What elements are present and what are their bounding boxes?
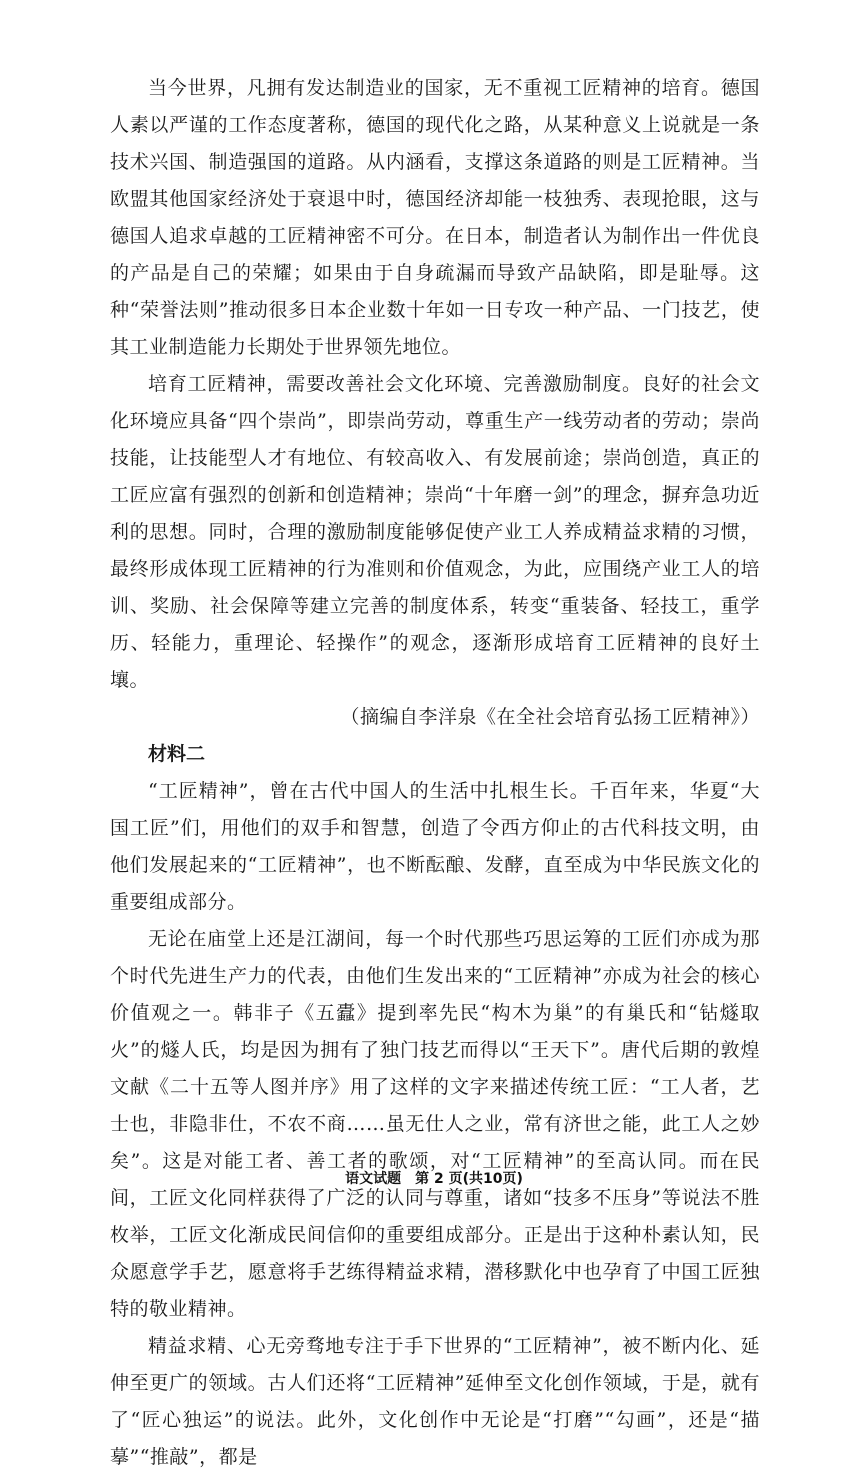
paragraph-3: “工匠精神”，曾在古代中国人的生活中扎根生长。千百年来，华夏“大国工匠”们，用他们的双手和智慧，创造了令西方仰止的古代科技文明，由他们发展起来的“工匠精神”，也不断酝酿、发酵，直至成为中华民族文化的重要组成部分。 — [110, 780, 760, 913]
source-citation: （摘编自李洋泉《在全社会培育弘扬工匠精神》） — [340, 706, 760, 728]
section-heading-material-2: 材料二 — [148, 743, 206, 765]
page-footer: 语文试题 第 2 页(共10页) — [345, 1171, 523, 1187]
paragraph-5: 精益求精、心无旁骛地专注于手下世界的“工匠精神”，被不断内化、延伸至更广的领域。古人们还将“工匠精神”延伸至文化创作领域，于是，就有了“匠心独运”的说法。此外，文化创作中无论是“打磨”“勾画”，还是“描摹”“推敲”，都是 — [110, 1335, 760, 1468]
paragraph-2: 培育工匠精神，需要改善社会文化环境、完善激励制度。良好的社会文化环境应具备“四个崇尚”，即崇尚劳动，尊重生产一线劳动者的劳动；崇尚技能，让技能型人才有地位、有较高收入、有发展前途；崇尚创造，真正的工匠应富有强烈的创新和创造精神；崇尚“十年磨一剑”的理念，摒弃急功近利的思想。同时，合理的激励制度能够促使产业工人养成精益求精的习惯，最终形成体现工匠精神的行为准则和价值观念，为此，应围绕产业工人的培训、奖励、社会保障等建立完善的制度体系，转变“重装备、轻技工，重学历、轻能力，重理论、轻操作”的观念，逐渐形成培育工匠精神的良好土壤。 — [110, 373, 760, 691]
document-body — [110, 70, 760, 1476]
paragraph-1: 当今世界，凡拥有发达制造业的国家，无不重视工匠精神的培育。德国人素以严谨的工作态度著称，德国的现代化之路，从某种意义上说就是一条技术兴国、制造强国的道路。从内涵看，支撑这条道路的则是工匠精神。当欧盟其他国家经济处于衰退中时，德国经济却能一枝独秀、表现抢眼，这与德国人追求卓越的工匠精神密不可分。在日本，制造者认为制作出一件优良的产品是自己的荣耀；如果由于自身疏漏而导致产品缺陷，即是耻辱。这种“荣誉法则”推动很多日本企业数十年如一日专攻一种产品、一门技艺，使其工业制造能力长期处于世界领先地位。 — [110, 77, 760, 358]
paragraph-4: 无论在庙堂上还是江湖间，每一个时代那些巧思运筹的工匠们亦成为那个时代先进生产力的代表，由他们生发出来的“工匠精神”亦成为社会的核心价值观之一。韩非子《五蠹》提到率先民“构木为巢”的有巢氏和“钻燧取火”的燧人氏，均是因为拥有了独门技艺而得以“王天下”。唐代后期的敦煌文献《二十五等人图并序》用了这样的文字来描述传统工匠：“工人者，艺士也，非隐非仕，不农不商……虽无仕人之业，常有济世之能，此工人之妙矣”。这是对能工者、善工者的歌颂，对“工匠精神”的至高认同。而在民间，工匠文化同样获得了广泛的认同与尊重，诸如“技多不压身”等说法不胜枚举，工匠文化渐成民间信仰的重要组成部分。正是出于这种朴素认知，民众愿意学手艺，愿意将手艺练得精益求精，潜移默化中也孕育了中国工匠独特的敬业精神。 — [110, 928, 760, 1320]
